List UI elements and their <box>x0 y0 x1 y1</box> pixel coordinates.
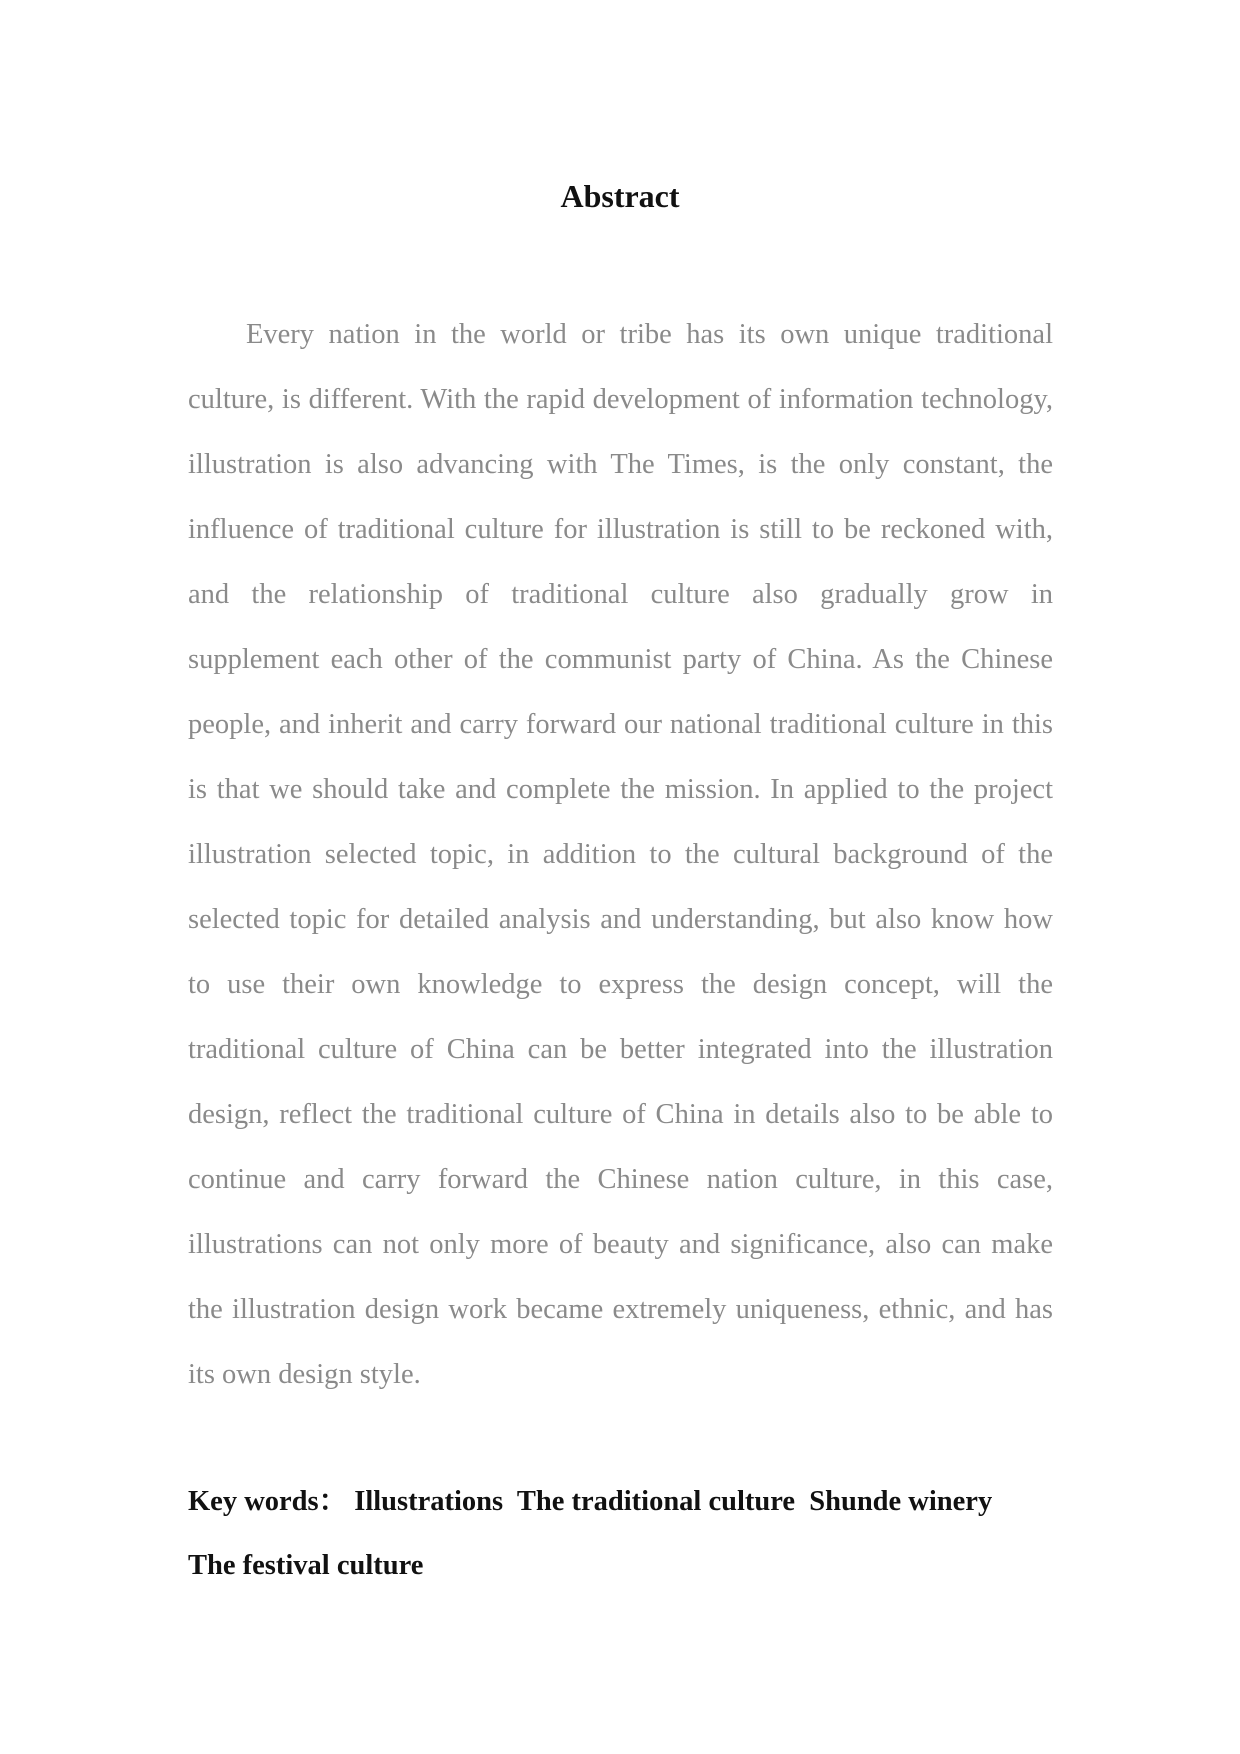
keyword-term: The traditional culture <box>516 1486 796 1517</box>
keywords-label: Key words： <box>188 1486 348 1517</box>
keyword-term: Shunde winery <box>809 1486 993 1517</box>
keywords-section <box>188 1470 1053 1598</box>
abstract-title: Abstract <box>560 178 680 214</box>
abstract-body-text: Every nation in the world or tribe has its own unique traditional culture, is different. With the rapid development of information technology, illustration is also advancing with The Times, is the only constant, the influence of traditional culture for illustration is still to be reckoned with, and the relationship of traditional culture also gradually grow in supplement each other of the communist party of China. As the Chinese people, and inherit and carry forward our national traditional culture in this is that we should take and complete the mission. In applied to the project illustration selected topic, in addition to the cultural background of the selected topic for detailed analysis and understanding, but also know how to use their own knowledge to express the design concept, will the traditional culture of China can be better integrated into the illustration design, reflect the traditional culture of China in details also to be able to continue and carry forward the Chinese nation culture, in this case, illustrations can not only more of beauty and significance, also can make the illustration design work became extremely uniqueness, ethnic, and has its own design style. <box>188 319 1053 1390</box>
keyword-term: The festival culture <box>188 1550 424 1581</box>
keyword-term: Illustrations <box>354 1486 504 1517</box>
